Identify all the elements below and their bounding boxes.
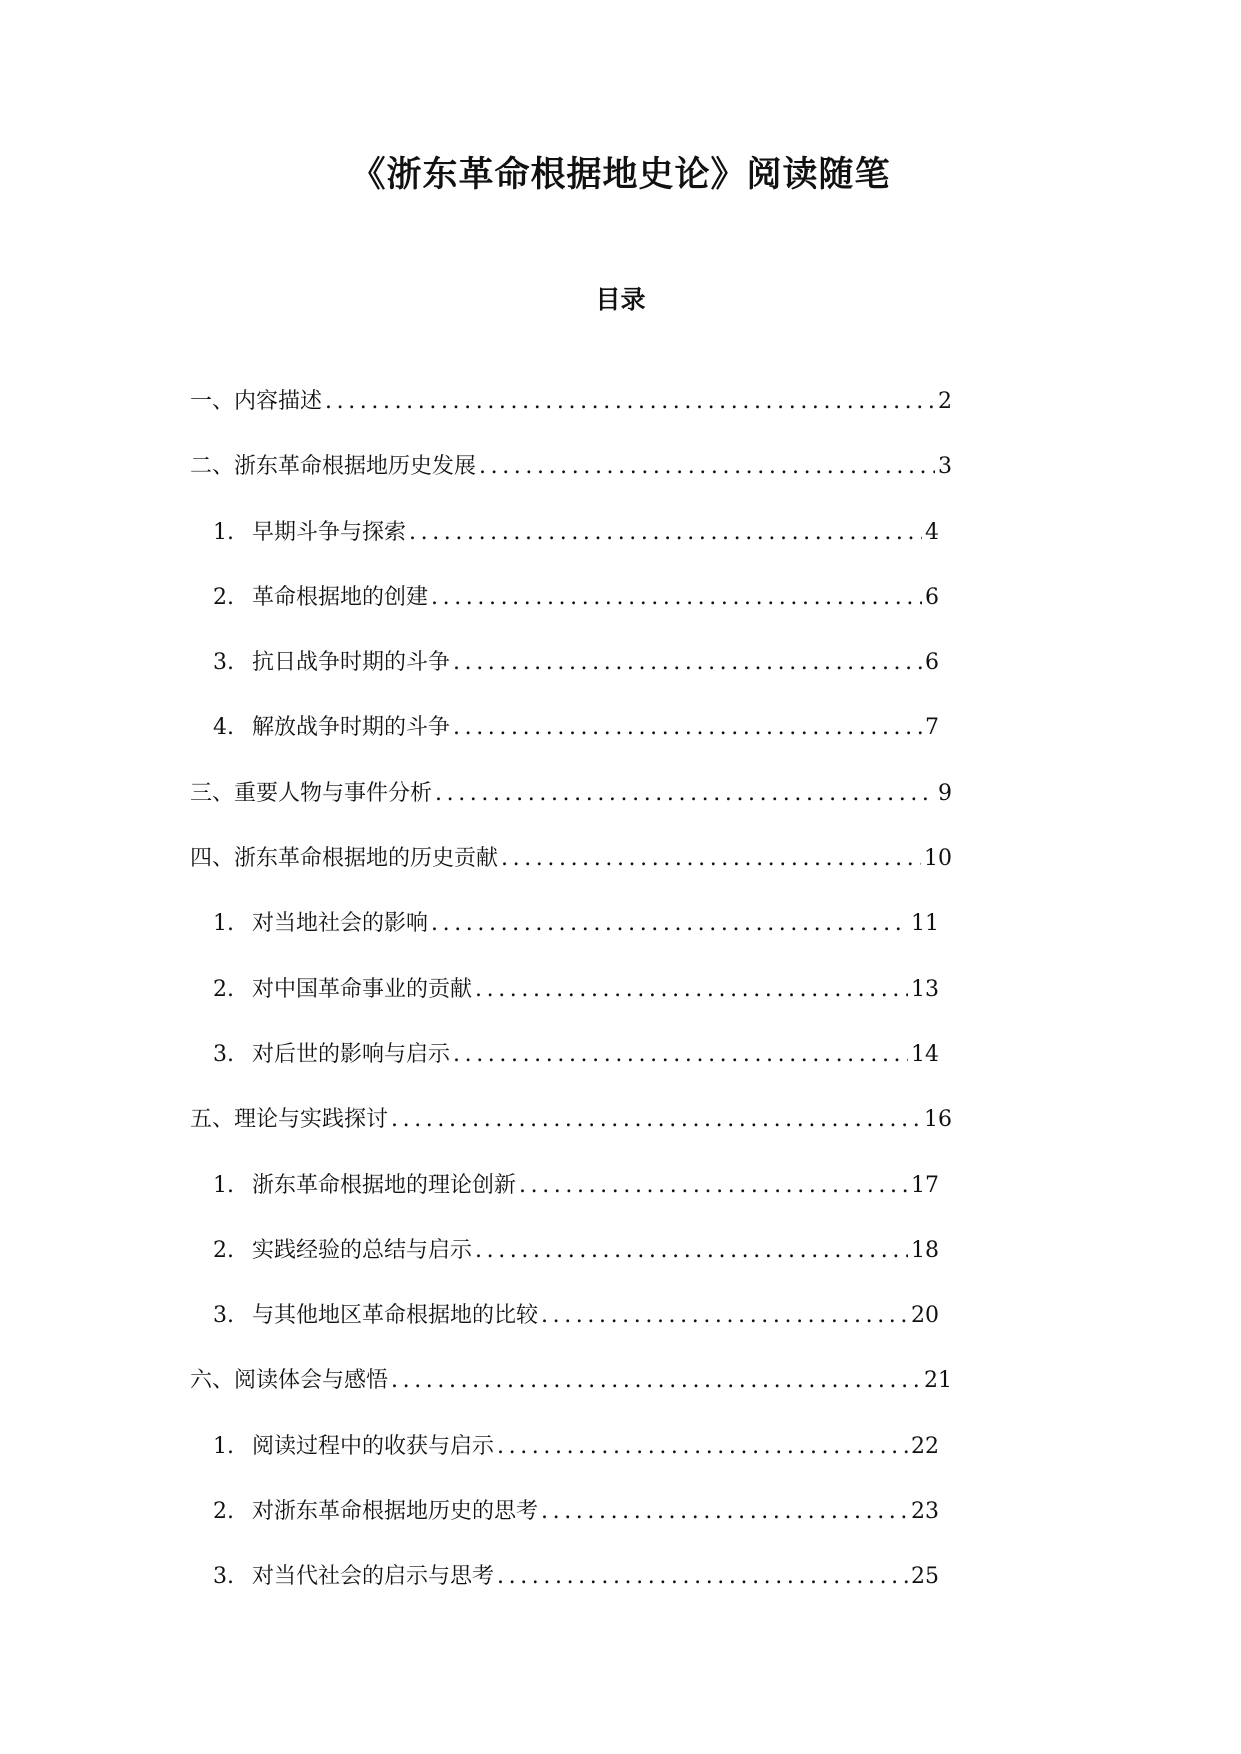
toc-page-number: 22 bbox=[911, 1433, 939, 1459]
toc-entry-label: 早期斗争与探索 bbox=[252, 519, 407, 545]
toc-entry-number: 3. bbox=[213, 1303, 234, 1329]
toc-subentry[interactable] bbox=[0, 513, 939, 578]
toc-entry-label: 实践经验的总结与启示 bbox=[252, 1237, 473, 1263]
toc-dot-leader bbox=[479, 447, 935, 487]
toc-page-number: 4 bbox=[925, 519, 939, 545]
document-title: 《浙东革命根据地史论》阅读随笔 bbox=[350, 154, 891, 195]
toc-page-number: 3 bbox=[938, 454, 952, 480]
toc-dot-leader bbox=[431, 904, 908, 944]
toc-entry-number: 1. bbox=[213, 1172, 234, 1198]
toc-dot-leader bbox=[435, 774, 935, 814]
toc-entry-label: 与其他地区革命根据地的比较 bbox=[252, 1303, 539, 1329]
toc-dot-leader bbox=[391, 1100, 921, 1140]
toc-dot-leader bbox=[453, 643, 922, 683]
toc-page-number: 6 bbox=[925, 584, 939, 610]
toc-entry-number: 3. bbox=[213, 1564, 234, 1590]
toc-dot-leader bbox=[497, 1557, 908, 1597]
toc-entry-label: 二、浙东革命根据地历史发展 bbox=[190, 454, 477, 480]
toc-page-number: 16 bbox=[924, 1107, 952, 1133]
toc-dot-leader bbox=[325, 382, 935, 422]
toc-entry-label: 革命根据地的创建 bbox=[252, 584, 429, 610]
toc-dot-leader bbox=[431, 578, 922, 618]
toc-dot-leader bbox=[475, 970, 908, 1010]
toc-subentry[interactable] bbox=[0, 1166, 939, 1231]
toc-dot-leader bbox=[541, 1296, 908, 1336]
toc-subentry[interactable] bbox=[0, 1492, 939, 1557]
toc-subentry[interactable] bbox=[0, 1296, 939, 1361]
toc-entry-number: 3. bbox=[213, 1041, 234, 1067]
toc-subentry[interactable] bbox=[0, 578, 939, 643]
toc-entry[interactable] bbox=[0, 1100, 952, 1165]
toc-entry-number: 1. bbox=[213, 911, 234, 937]
toc-entry-number: 3. bbox=[213, 650, 234, 676]
toc-entry-label: 解放战争时期的斗争 bbox=[252, 715, 451, 741]
toc-page-number: 10 bbox=[924, 846, 952, 872]
toc-entry-number: 2. bbox=[213, 584, 234, 610]
toc-entry-label: 对浙东革命根据地历史的思考 bbox=[252, 1499, 539, 1525]
table-of-contents bbox=[0, 382, 1241, 1623]
toc-entry-label: 抗日战争时期的斗争 bbox=[252, 650, 451, 676]
toc-dot-leader bbox=[453, 1035, 908, 1075]
toc-entry[interactable] bbox=[0, 1361, 952, 1426]
toc-heading: 目录 bbox=[595, 285, 646, 314]
toc-page-number: 11 bbox=[911, 911, 939, 937]
toc-entry-label: 对后世的影响与启示 bbox=[252, 1041, 451, 1067]
toc-dot-leader bbox=[409, 513, 922, 553]
toc-page-number: 21 bbox=[924, 1368, 952, 1394]
toc-entry-label: 五、理论与实践探讨 bbox=[190, 1107, 389, 1133]
toc-entry-number: 2. bbox=[213, 976, 234, 1002]
toc-entry-label: 四、浙东革命根据地的历史贡献 bbox=[190, 846, 499, 872]
toc-page-number: 6 bbox=[925, 650, 939, 676]
toc-dot-leader bbox=[519, 1166, 908, 1206]
toc-entry[interactable] bbox=[0, 382, 952, 447]
toc-page-number: 13 bbox=[911, 976, 939, 1002]
toc-page-number: 17 bbox=[911, 1172, 939, 1198]
toc-entry-label: 三、重要人物与事件分析 bbox=[190, 780, 433, 806]
toc-subentry[interactable] bbox=[0, 904, 939, 969]
toc-subentry[interactable] bbox=[0, 708, 939, 773]
toc-page-number: 18 bbox=[911, 1237, 939, 1263]
toc-entry[interactable] bbox=[0, 839, 952, 904]
toc-page-number: 23 bbox=[911, 1499, 939, 1525]
toc-subentry[interactable] bbox=[0, 1035, 939, 1100]
toc-page-number: 9 bbox=[938, 780, 952, 806]
toc-entry-number: 1. bbox=[213, 519, 234, 545]
toc-dot-leader bbox=[475, 1231, 908, 1271]
toc-entry-number: 4. bbox=[213, 715, 234, 741]
toc-entry-label: 对中国革命事业的贡献 bbox=[252, 976, 473, 1002]
toc-dot-leader bbox=[391, 1361, 921, 1401]
toc-subentry[interactable] bbox=[0, 970, 939, 1035]
toc-entry-number: 1. bbox=[213, 1433, 234, 1459]
toc-entry[interactable] bbox=[0, 774, 952, 839]
toc-subentry[interactable] bbox=[0, 1427, 939, 1492]
toc-entry-label: 六、阅读体会与感悟 bbox=[190, 1368, 389, 1394]
toc-entry-label: 对当代社会的启示与思考 bbox=[252, 1564, 495, 1590]
toc-entry-number: 2. bbox=[213, 1237, 234, 1263]
toc-subentry[interactable] bbox=[0, 643, 939, 708]
toc-subentry[interactable] bbox=[0, 1231, 939, 1296]
toc-page-number: 14 bbox=[911, 1041, 939, 1067]
toc-entry-label: 一、内容描述 bbox=[190, 389, 323, 414]
toc-page-number: 25 bbox=[911, 1564, 939, 1590]
toc-dot-leader bbox=[453, 708, 922, 748]
toc-page-number: 2 bbox=[938, 389, 952, 414]
toc-entry-label: 对当地社会的影响 bbox=[252, 911, 429, 937]
toc-page-number: 20 bbox=[911, 1303, 939, 1329]
toc-dot-leader bbox=[541, 1492, 908, 1532]
toc-page-number: 7 bbox=[925, 715, 939, 741]
toc-entry-label: 浙东革命根据地的理论创新 bbox=[252, 1172, 517, 1198]
toc-entry[interactable] bbox=[0, 447, 952, 512]
toc-subentry[interactable] bbox=[0, 1557, 939, 1622]
toc-dot-leader bbox=[497, 1427, 908, 1467]
toc-entry-number: 2. bbox=[213, 1499, 234, 1525]
toc-entry-label: 阅读过程中的收获与启示 bbox=[252, 1433, 495, 1459]
toc-dot-leader bbox=[501, 839, 921, 879]
